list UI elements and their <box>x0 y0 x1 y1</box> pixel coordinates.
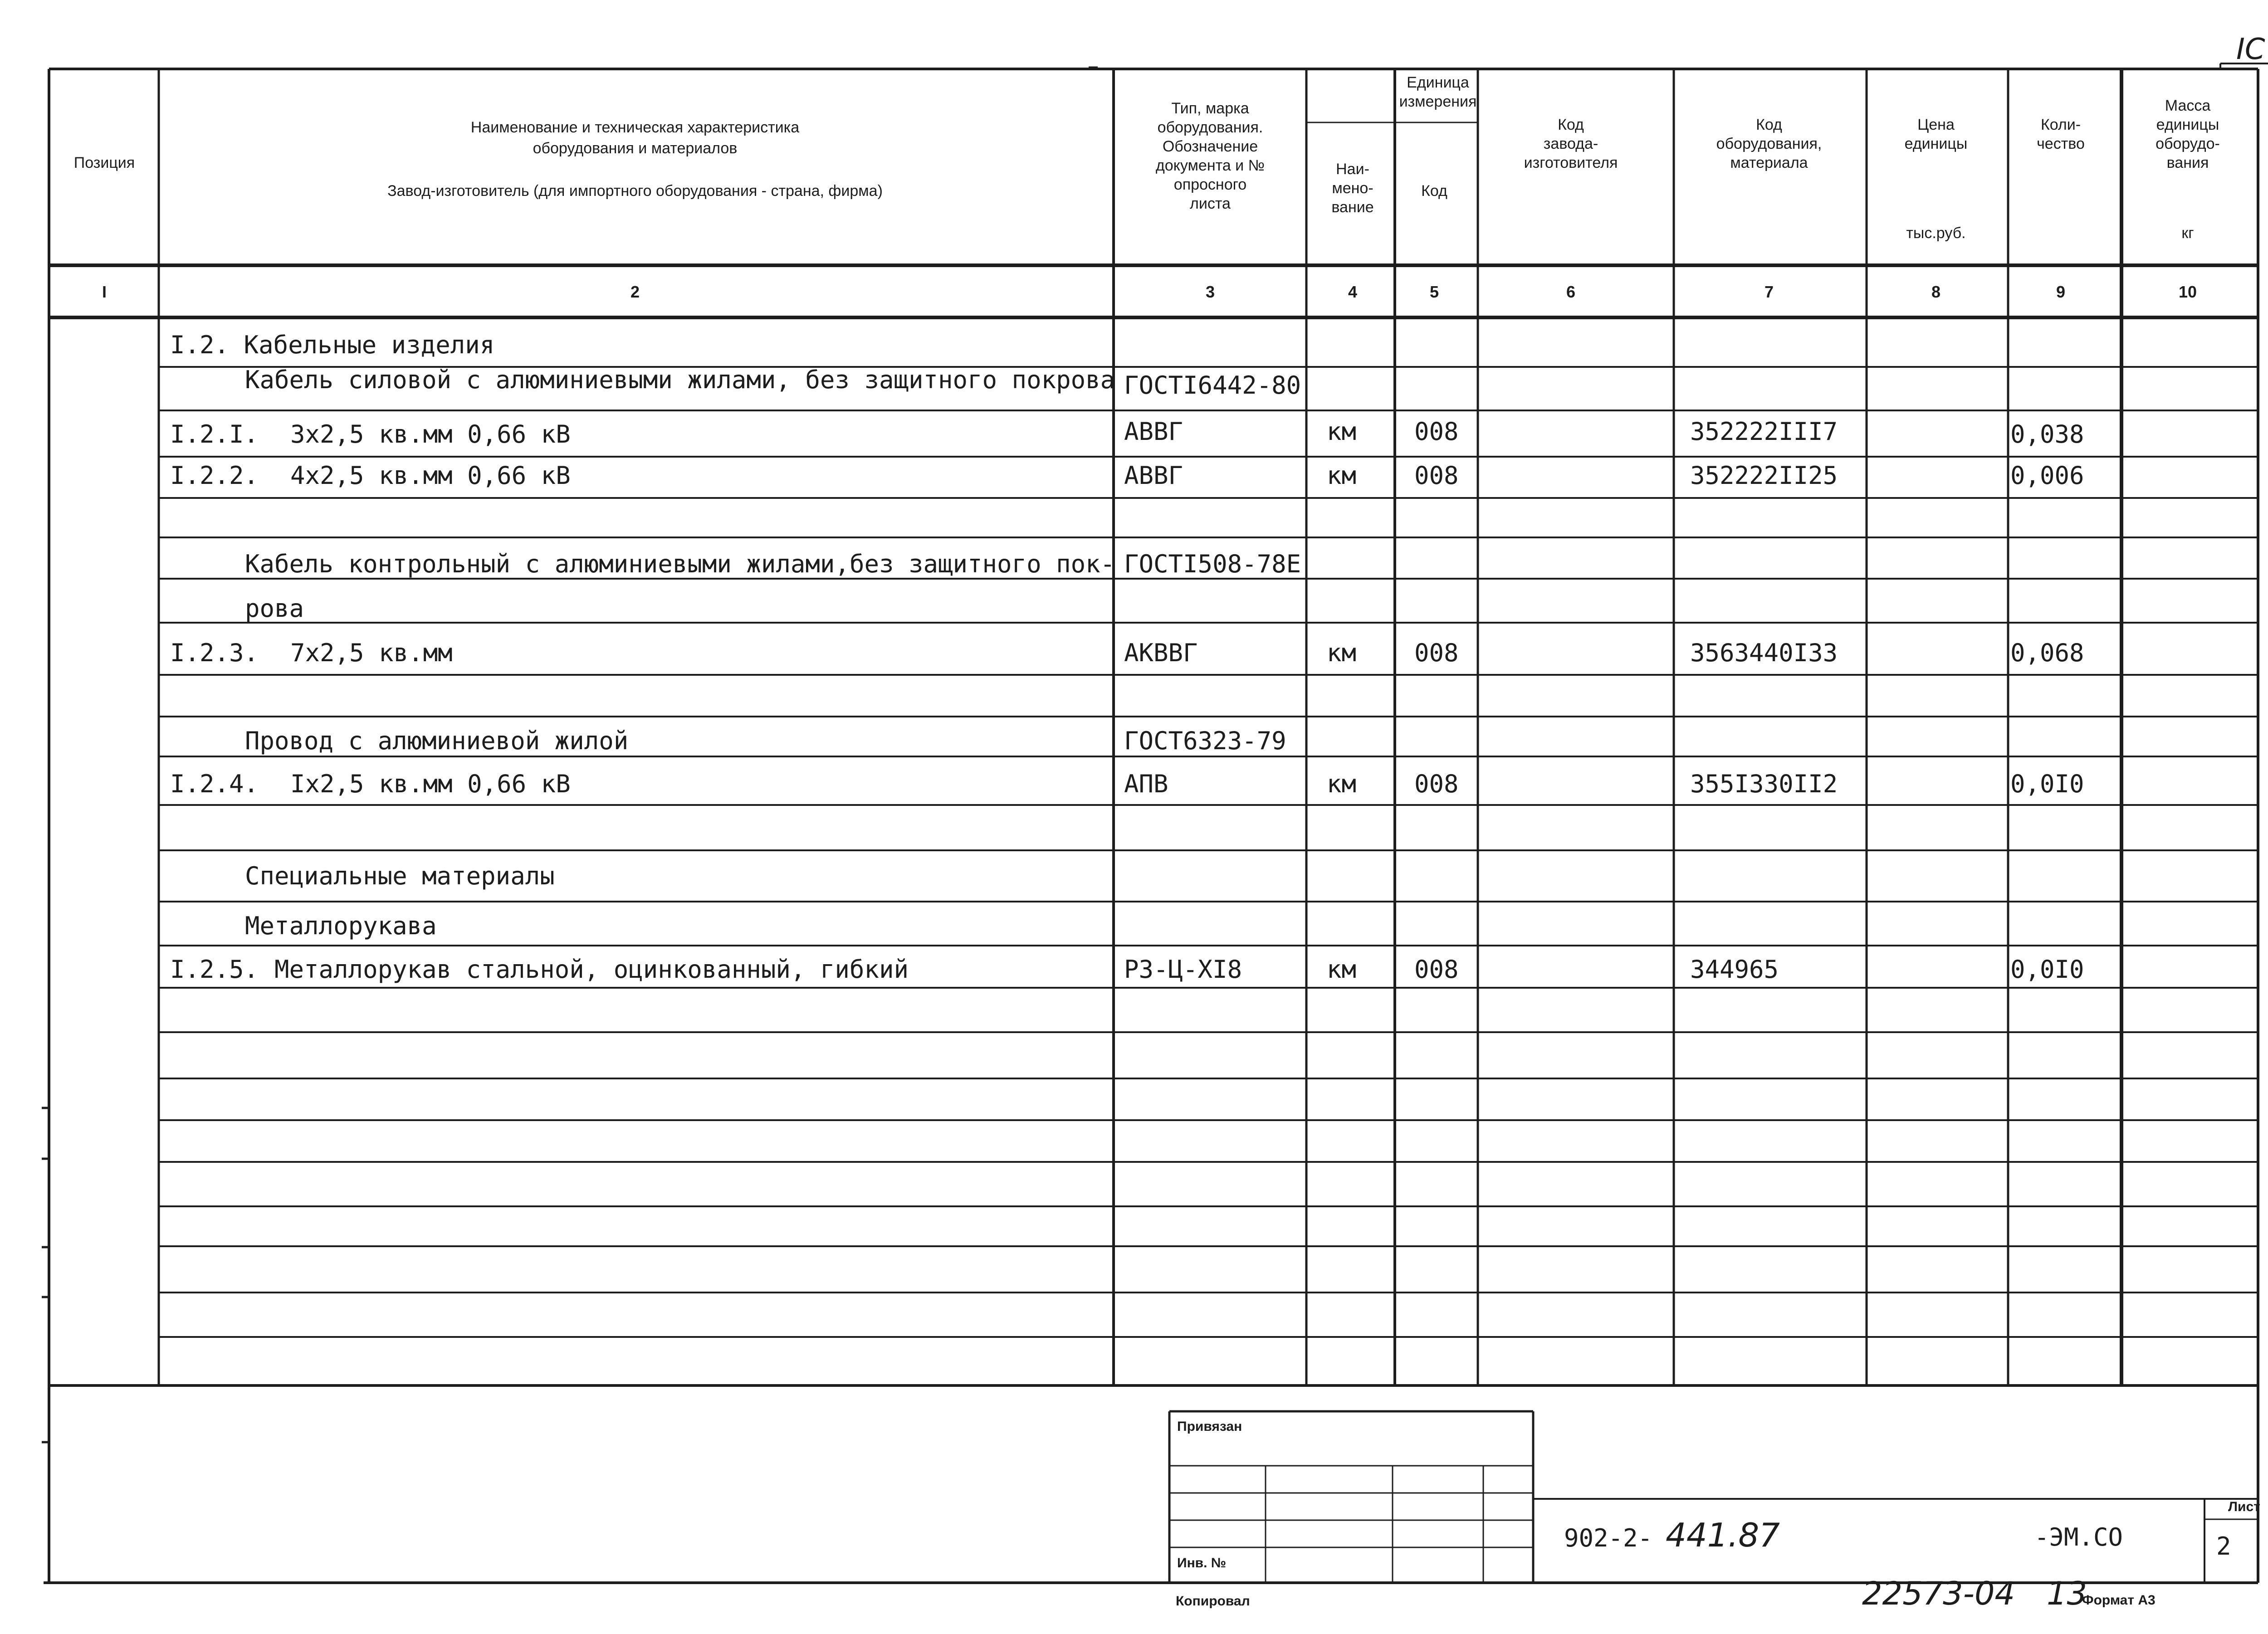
column-number: I <box>102 283 107 301</box>
table-row <box>170 955 2084 984</box>
header-name-line2: оборудования и материалов <box>533 140 738 157</box>
header-mass-line: единицы <box>2156 116 2219 133</box>
header-position: Позиция <box>73 154 135 171</box>
row-name: 4x2,5 кв.мм 0,66 кВ <box>290 461 571 490</box>
table-row <box>245 594 304 623</box>
copied-by-label: Копировал <box>1176 1594 1250 1609</box>
row-unit-code: 008 <box>1414 461 1459 490</box>
row-name: Кабель контрольный с алюминиевыми жилами,без защитного пок- <box>245 550 1115 578</box>
row-type: АВВГ <box>1124 461 1183 490</box>
row-material-code: 352222III7 <box>1690 417 1838 446</box>
table-row <box>245 862 555 890</box>
row-name: Ix2,5 кв.мм 0,66 кВ <box>290 770 571 798</box>
table-row <box>170 770 2084 798</box>
header-type-line: оборудования. <box>1157 119 1263 136</box>
sheet-number: 2 <box>2216 1532 2231 1561</box>
header-type-line: Обозначение <box>1162 138 1258 155</box>
paper-format: Формат А3 <box>2082 1593 2156 1608</box>
row-type: ГОСТI6442-80 <box>1124 371 1301 400</box>
row-type: АПВ <box>1124 770 1168 798</box>
row-type: ГОСТ6323-79 <box>1124 727 1286 755</box>
document-code-suffix: -ЭМ.СО <box>2034 1523 2123 1551</box>
table-row <box>245 912 437 940</box>
table-row <box>245 727 1286 755</box>
row-type: АКВВГ <box>1124 639 1198 667</box>
row-material-code: 355I330II2 <box>1690 770 1838 798</box>
row-name: Кабель силовой с алюминиевыми жилами, без защитного покрова <box>245 366 1115 394</box>
header-type-line: документа и № <box>1155 157 1265 174</box>
header-mass-line: оборудо- <box>2156 135 2220 152</box>
header-factory-code-line: завода- <box>1543 135 1598 152</box>
header-type-line: листа <box>1190 195 1231 212</box>
header-unit-name-line: Наи- <box>1336 161 1369 178</box>
row-material-code: 352222II25 <box>1690 461 1838 490</box>
header-price-line: Цена <box>1917 116 1955 133</box>
row-name: Специальные материалы <box>245 862 555 890</box>
row-type: ГОСТI508-78Е <box>1124 550 1301 578</box>
header-unit-group-line: измерения <box>1399 93 1477 110</box>
table-grid <box>42 39 2268 1583</box>
column-number-row <box>102 283 2197 301</box>
header-quantity-line: Коли- <box>2040 116 2081 133</box>
sheet-label: Лист <box>2228 1499 2260 1514</box>
row-unit: км <box>1327 417 1357 446</box>
column-number: 10 <box>2178 283 2197 301</box>
inv-number-label: Инв. № <box>1177 1556 1227 1571</box>
header-unit-code: Код <box>1421 182 1447 200</box>
header-price-line: единицы <box>1904 135 1968 152</box>
row-position: I.2.5. <box>170 955 259 984</box>
row-name: Провод с алюминиевой жилой <box>245 727 629 755</box>
row-unit: км <box>1327 639 1357 667</box>
column-number: 4 <box>1348 283 1358 301</box>
row-quantity: 0,0I0 <box>2010 770 2084 798</box>
archive-sheet-number: 13 <box>2047 1575 2087 1612</box>
header-mass-line: вания <box>2166 154 2209 171</box>
column-number: 8 <box>1931 283 1941 301</box>
header-type-line: Тип, марка <box>1171 100 1249 117</box>
header-unit-name-line: мено- <box>1332 180 1374 197</box>
header-material-code-line: материала <box>1730 154 1808 171</box>
header-price-unit: тыс.руб. <box>1906 224 1966 242</box>
row-name: I.2. Кабельные изделия <box>170 331 495 359</box>
privyazan-label: Привязан <box>1177 1419 1242 1434</box>
row-position: I.2.I. <box>170 420 259 449</box>
header-factory-code-line: Код <box>1558 116 1584 133</box>
table-row <box>170 461 2084 490</box>
row-quantity: 0,006 <box>2010 461 2084 490</box>
row-quantity: 0,038 <box>2010 420 2084 449</box>
row-name: Металлорукав стальной, оцинкованный, гибкий <box>274 955 909 984</box>
row-quantity: 0,068 <box>2010 639 2084 667</box>
header-mass-line: Масса <box>2165 97 2211 114</box>
column-number: 9 <box>2056 283 2066 301</box>
header-factory-code-line: изготовителя <box>1524 154 1618 171</box>
row-unit-code: 008 <box>1414 770 1459 798</box>
row-unit: км <box>1327 461 1357 490</box>
row-name: 3x2,5 кв.мм 0,66 кВ <box>290 420 571 449</box>
document-code-prefix: 902-2- <box>1564 1524 1653 1552</box>
row-unit: км <box>1327 770 1357 798</box>
header-type-column <box>1156 100 1265 212</box>
row-quantity: 0,0I0 <box>2010 955 2084 984</box>
column-number: 3 <box>1205 283 1215 301</box>
row-position: I.2.2. <box>170 461 259 490</box>
header-name-line3: Завод-изготовитель (для импортного оборудования - страна, фирма) <box>387 182 883 200</box>
row-material-code: 344965 <box>1690 955 1779 984</box>
table-row <box>170 417 2084 449</box>
row-unit-code: 008 <box>1414 417 1459 446</box>
row-unit-code: 008 <box>1414 955 1459 984</box>
row-material-code: 3563440I33 <box>1690 639 1838 667</box>
table-row <box>245 366 1301 400</box>
table-row <box>245 550 1301 578</box>
row-name: 7x2,5 кв.мм <box>290 639 453 667</box>
header-type-line: опросного <box>1173 176 1247 193</box>
header-name-line1: Наименование и техническая характеристика <box>470 119 800 136</box>
header-quantity-line: чество <box>2037 135 2085 152</box>
row-unit: км <box>1327 955 1357 984</box>
table-row <box>170 639 2084 667</box>
column-number: 7 <box>1764 283 1774 301</box>
column-number: 5 <box>1429 283 1439 301</box>
row-position: I.2.4. <box>170 770 259 798</box>
column-number: 2 <box>630 283 640 301</box>
row-position: I.2.3. <box>170 639 259 667</box>
header-unit-group-line: Единица <box>1407 74 1469 91</box>
row-name: Металлорукава <box>245 912 437 940</box>
column-number: 6 <box>1566 283 1576 301</box>
row-unit-code: 008 <box>1414 639 1459 667</box>
header-material-code-line: оборудования, <box>1716 135 1822 152</box>
header-mass-unit: кг <box>2181 224 2194 242</box>
document-code-handwritten: 441.87 <box>1666 1516 1780 1554</box>
header-material-code-line: Код <box>1756 116 1782 133</box>
header-unit-name-line: вание <box>1331 199 1374 216</box>
row-type: АВВГ <box>1124 417 1183 446</box>
archive-number: 22573-04 <box>1862 1575 2015 1612</box>
corner-sheet-mark: IC <box>2236 33 2265 66</box>
table-row <box>170 331 494 359</box>
row-type: РЗ-Ц-ХI8 <box>1124 955 1242 984</box>
row-name: рова <box>245 594 304 623</box>
